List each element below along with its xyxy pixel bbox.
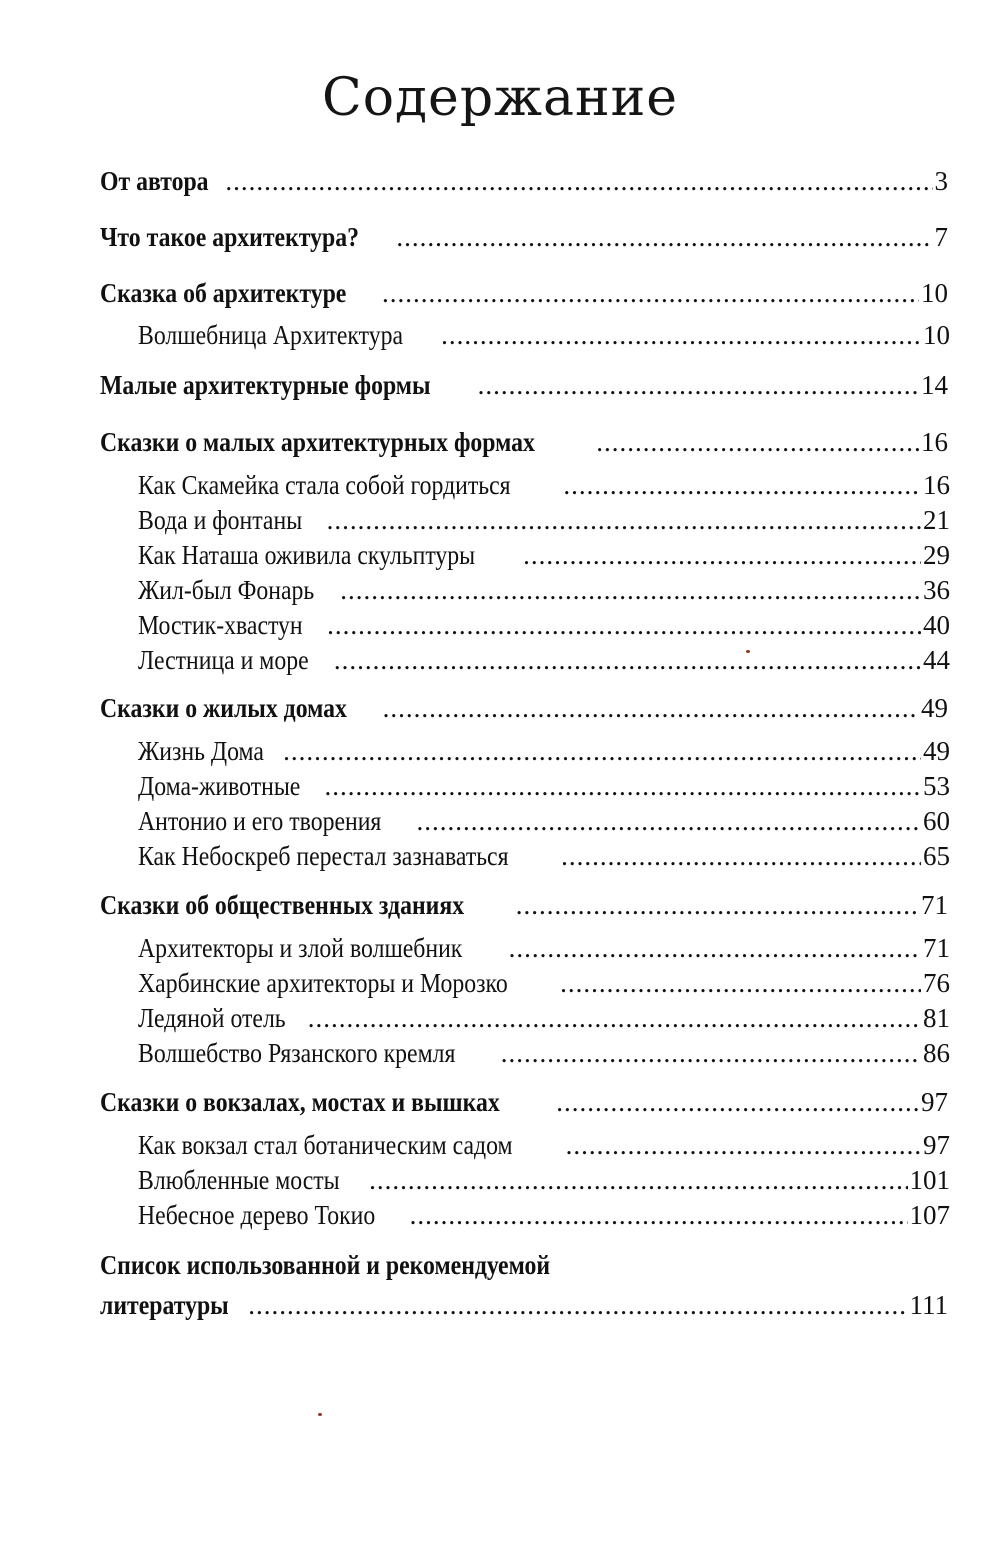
leader-dots [340, 575, 921, 606]
leader-dots [478, 370, 919, 401]
leader-dots [509, 933, 921, 964]
toc-subentry[interactable] [138, 841, 950, 872]
toc-entry-page: 76 [923, 968, 950, 998]
toc-entry-label: Малые архитектурные формы [100, 370, 431, 400]
toc-subentry[interactable] [138, 470, 950, 501]
toc-entry-page: 3 [934, 166, 948, 196]
toc-entry-label: Как Небоскреб перестал зазнаваться [138, 841, 509, 871]
leader-dots [556, 1087, 919, 1118]
leader-dots [563, 470, 921, 501]
toc-entry-label: Жил-был Фонарь [138, 575, 315, 605]
toc-entry-label: Лестница и море [138, 645, 309, 675]
toc-entry-page: 14 [921, 370, 948, 400]
toc-entry-page: 16 [923, 470, 950, 500]
leader-dots [560, 968, 921, 999]
toc-subentry[interactable] [138, 968, 950, 999]
toc-entry-label: Волшебница Архитектура [138, 320, 404, 350]
leader-dots [225, 166, 932, 197]
leader-dots [327, 505, 921, 536]
toc-entry-page: 49 [923, 736, 950, 766]
toc-entry-label: Небесное дерево Токио [138, 1200, 376, 1230]
toc-entry[interactable] [100, 1087, 948, 1118]
toc-entry-label: Харбинские архитекторы и Морозко [138, 968, 508, 998]
toc-entry-page: 65 [923, 841, 950, 871]
toc-entry-label: Вода и фонтаны [138, 505, 303, 535]
toc-entry[interactable] [100, 1290, 948, 1321]
toc-entry-page: 36 [923, 575, 950, 605]
leader-dots [248, 1290, 907, 1321]
leader-dots [516, 890, 919, 921]
toc-entry-label: Ледяной отель [138, 1003, 286, 1033]
toc-entry-label: Сказка об архитектуре [100, 278, 347, 308]
page-title: Содержание [321, 68, 679, 128]
toc-entry-label: Как Наташа оживила скульптуры [138, 540, 476, 570]
toc-entry-label: Как вокзал стал ботаническим садом [138, 1130, 513, 1160]
toc-entry-page: 101 [909, 1165, 950, 1195]
toc-entry-label: Сказки об общественных зданиях [100, 890, 465, 920]
toc-entry-label: Как Скамейка стала собой гордиться [138, 470, 511, 500]
toc-entry-page: 16 [921, 427, 948, 457]
toc-entry-page: 71 [921, 890, 948, 920]
toc-entry-label-line1[interactable]: Список использованной и рекомендуемой [100, 1250, 551, 1280]
leader-dots [523, 540, 921, 571]
toc-entry-label: Дома-животные [138, 771, 301, 801]
toc-entry-page: 53 [923, 771, 950, 801]
toc-subentry[interactable] [138, 610, 950, 641]
toc-entry-page: 60 [923, 806, 950, 836]
leader-dots [561, 841, 921, 872]
toc-subentry[interactable] [138, 320, 950, 351]
toc-entry-page: 97 [923, 1130, 950, 1160]
toc-entry[interactable] [100, 166, 948, 197]
leader-dots [369, 1165, 907, 1196]
toc-entry-page: 10 [923, 320, 950, 350]
leader-dots [334, 645, 921, 676]
toc-entry-label: Сказки о малых архитектурных формах [100, 427, 535, 457]
toc-entry-label: Архитекторы и злой волшебник [138, 933, 463, 963]
toc-entry-label: Волшебство Рязанского кремля [138, 1038, 456, 1068]
toc-subentry[interactable] [138, 575, 950, 606]
toc-entry[interactable] [100, 427, 948, 458]
leader-dots [283, 736, 921, 767]
toc-entry-page: 107 [909, 1200, 950, 1230]
toc-subentry[interactable] [138, 806, 950, 837]
toc-entry-page: 111 [909, 1290, 948, 1320]
toc-subentry[interactable] [138, 1165, 950, 1196]
toc-entry-label: Что такое архитектура? [100, 222, 359, 252]
toc-entry-label: Антонио и его творения [138, 806, 382, 836]
leader-dots [441, 320, 921, 351]
toc-entry-page: 49 [921, 693, 948, 723]
toc-entry-page: 81 [923, 1003, 950, 1033]
leader-dots [566, 1130, 921, 1161]
toc-subentry[interactable] [138, 736, 950, 767]
toc-entry-label: литературы [100, 1290, 229, 1320]
paper-speck [746, 650, 750, 653]
toc-entry[interactable] [100, 693, 948, 724]
leader-dots [501, 1038, 921, 1069]
toc-subentry[interactable] [138, 1038, 950, 1069]
toc-entry-page: 29 [923, 540, 950, 570]
toc-subentry[interactable] [138, 540, 950, 571]
leader-dots [417, 806, 921, 837]
leader-dots [327, 610, 921, 641]
toc-entry-page: 7 [934, 222, 948, 252]
toc-subentry[interactable] [138, 1200, 950, 1231]
toc-entry[interactable] [100, 890, 948, 921]
leader-dots [396, 222, 932, 253]
toc-subentry[interactable] [138, 1003, 950, 1034]
toc-subentry[interactable] [138, 771, 950, 802]
toc-entry-label: Сказки о жилых домах [100, 693, 347, 723]
toc-entry-label: Жизнь Дома [138, 736, 264, 766]
toc-entry[interactable] [100, 278, 948, 309]
toc-entry-page: 86 [923, 1038, 950, 1068]
toc-entry-page: 44 [923, 645, 950, 675]
toc-subentry[interactable] [138, 933, 950, 964]
toc-subentry[interactable] [138, 505, 950, 536]
toc-entry[interactable] [100, 222, 948, 253]
toc-entry-page: 97 [921, 1087, 948, 1117]
toc-entry-page: 71 [923, 933, 950, 963]
leader-dots [410, 1200, 908, 1231]
paper-speck [318, 1413, 322, 1416]
toc-entry-page: 40 [923, 610, 950, 640]
leader-dots [383, 693, 919, 724]
toc-entry-page: 21 [923, 505, 950, 535]
leader-dots [382, 278, 919, 309]
toc-entry-page: 10 [921, 278, 948, 308]
leader-dots [308, 1003, 921, 1034]
toc-entry-label: От автора [100, 166, 209, 196]
toc-subentry[interactable] [138, 645, 950, 676]
leader-dots [324, 771, 921, 802]
toc-entry-label: Влюбленные мосты [138, 1165, 340, 1195]
leader-dots [596, 427, 919, 458]
toc-entry-label: Мостик-хвастун [138, 610, 303, 640]
toc-entry[interactable] [100, 370, 948, 401]
toc-entry-label: Сказки о вокзалах, мостах и вышках [100, 1087, 500, 1117]
toc-subentry[interactable] [138, 1130, 950, 1161]
